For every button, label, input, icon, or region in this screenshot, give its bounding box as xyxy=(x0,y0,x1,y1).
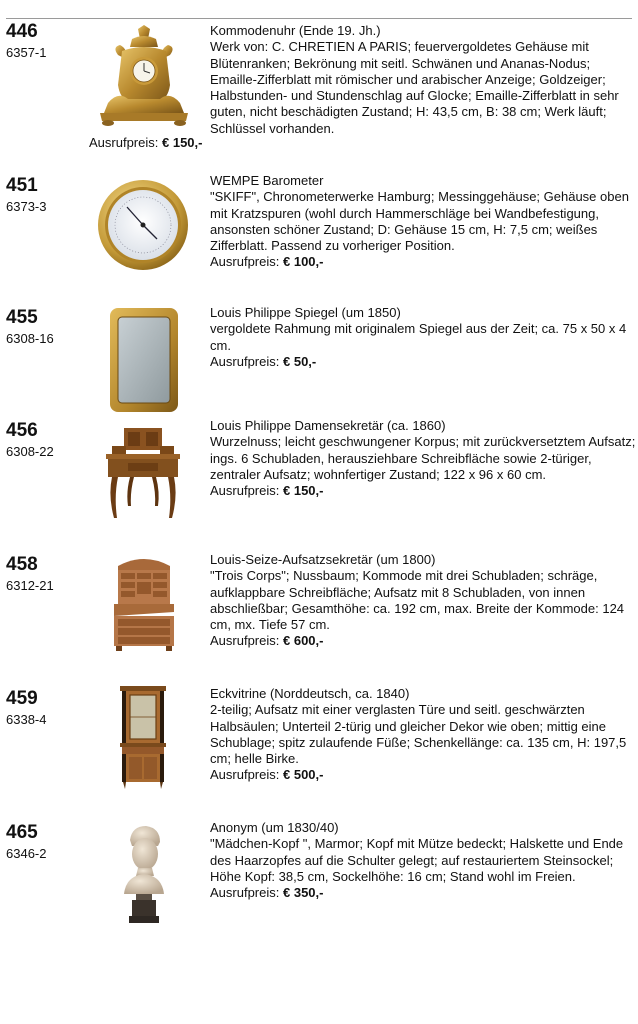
lot-title: Anonym (um 1830/40) xyxy=(210,820,339,835)
lot-description: "Mädchen-Kopf ", Marmor; Kopf mit Mütze bedeckt; Halskette und Ende des Haarzopfes auf die Schulter gelegt; auf restauriertem Steinsockel; Höhe Kopf: 38,5 cm, Sockelhöhe: 16 cm; Stand wohl im Freien. xyxy=(210,836,624,884)
price-value: € 100,- xyxy=(283,254,324,270)
price-label: Ausrufpreis: xyxy=(210,767,280,783)
lot-number: 446 xyxy=(6,21,38,42)
lot-text xyxy=(210,305,636,370)
inventory-number: 6312-21 xyxy=(6,578,54,593)
lot-number: 456 xyxy=(6,420,38,441)
lot-price xyxy=(210,483,636,499)
lot-description: Werk von: C. CHRETIEN A PARIS; feuervergoldetes Gehäuse mit Blütenranken; Bekrönung mit seitl. Schwänen und Ananas-Nodus; Emaille-Zifferblatt mit römischer und arabischer Anzeige; Goldzeiger; Halbstunden- und Stundenschlag auf Glocke; Emaille-Zifferblatt in sehr guten, nicht beschädigten Zustand; H: 43,5 cm, B: 38 cm; Werk läuft; Schlüssel vorhanden. xyxy=(210,39,619,136)
price-label: Ausrufpreis: xyxy=(210,353,280,369)
price-value: € 150,- xyxy=(283,483,324,499)
lot-number: 458 xyxy=(6,554,38,575)
gilt-mantel-clock-icon xyxy=(98,25,190,127)
lot-number: 455 xyxy=(6,307,38,328)
inventory-number: 6308-16 xyxy=(6,331,54,346)
lot-text xyxy=(210,23,636,137)
brass-barometer-icon xyxy=(97,177,189,273)
lot-price xyxy=(210,354,636,370)
lot-price xyxy=(89,135,202,151)
price-value: € 500,- xyxy=(283,767,324,783)
lot-text xyxy=(210,173,636,271)
lot-description: 2-teilig; Aufsatz mit einer verglasten Türe und seitl. geschwärzten Halbsäulen; Unterteil 2-türig und gleicher Dekor wie oben; mittig eine Schublage; spitz zulaufende Füße; Schenkellänge: ca. 135 cm, H: 197,5 cm; helle Birke. xyxy=(210,702,627,767)
price-value: € 50,- xyxy=(283,353,317,369)
lot-description: vergoldete Rahmung mit originalem Spiegel aus der Zeit; ca. 75 x 50 x 4 cm. xyxy=(210,321,627,353)
top-divider xyxy=(6,18,632,19)
lot-title: Louis Philippe Spiegel (um 1850) xyxy=(210,305,401,320)
lot-price xyxy=(210,254,636,270)
price-label: Ausrufpreis: xyxy=(210,885,280,901)
lot-text xyxy=(210,552,636,650)
ladies-writing-desk-icon xyxy=(104,426,182,520)
price-value: € 150,- xyxy=(162,135,203,150)
inventory-number: 6308-22 xyxy=(6,444,54,459)
lot-title: Kommodenuhr (Ende 19. Jh.) xyxy=(210,23,381,38)
lot-text xyxy=(210,686,636,784)
corner-cabinet-icon xyxy=(118,686,168,789)
lot-price xyxy=(210,633,636,649)
lot-title: Eckvitrine (Norddeutsch, ca. 1840) xyxy=(210,686,410,701)
lot-description: "Trois Corps"; Nussbaum; Kommode mit drei Schubladen; schräge, aufklappbare Schreibfläche; Aufsatz mit 8 Schubladen, von innen abschließbar; Gesamthöhe: ca. 192 cm, max. Breite der Kommode: 124 cm, mx. Tiefe 57 cm. xyxy=(210,568,625,633)
price-label: Ausrufpreis: xyxy=(210,483,280,499)
inventory-number: 6338-4 xyxy=(6,712,47,727)
inventory-number: 6373-3 xyxy=(6,199,47,214)
lot-price xyxy=(210,885,636,901)
price-label: Ausrufpreis: xyxy=(210,633,280,649)
price-value: € 600,- xyxy=(283,633,324,649)
lot-text xyxy=(210,418,636,499)
bureau-cabinet-icon xyxy=(110,552,178,652)
lot-title: WEMPE Barometer xyxy=(210,173,324,188)
marble-bust-icon xyxy=(120,824,168,924)
lot-price xyxy=(210,767,636,783)
price-value: € 350,- xyxy=(283,885,324,901)
inventory-number: 6346-2 xyxy=(6,846,47,861)
lot-title: Louis-Seize-Aufsatzsekretär (um 1800) xyxy=(210,552,436,567)
lot-text xyxy=(210,820,636,901)
lot-number: 459 xyxy=(6,688,38,709)
gilt-mirror-icon xyxy=(109,307,179,413)
price-label: Ausrufpreis: xyxy=(210,254,280,270)
lot-description: Wurzelnuss; leicht geschwungener Korpus; mit zurückversetztem Aufsatz; ings. 6 Schubladen, herausziehbare Schreibfläche sowie 2-türiger, zentraler Aufsatz; wohnfertiger Zustand; 122 x 96 x 60 cm. xyxy=(210,434,636,482)
lot-number: 465 xyxy=(6,822,38,843)
inventory-number: 6357-1 xyxy=(6,45,47,60)
price-label: Ausrufpreis: xyxy=(89,135,159,150)
lot-number: 451 xyxy=(6,175,38,196)
lot-description: "SKIFF", Chronometerwerke Hamburg; Messinggehäuse; Gehäuse oben mit Kratzspuren (wohl durch Hammerschläge bei Wandbefestigung, ansonsten schöner Zustand; D: Gehäuse 15 cm, H: 7,5 cm; weißes Zifferblatt. Passend zu vorheriger Position. xyxy=(210,189,629,254)
lot-title: Louis Philippe Damensekretär (ca. 1860) xyxy=(210,418,446,433)
